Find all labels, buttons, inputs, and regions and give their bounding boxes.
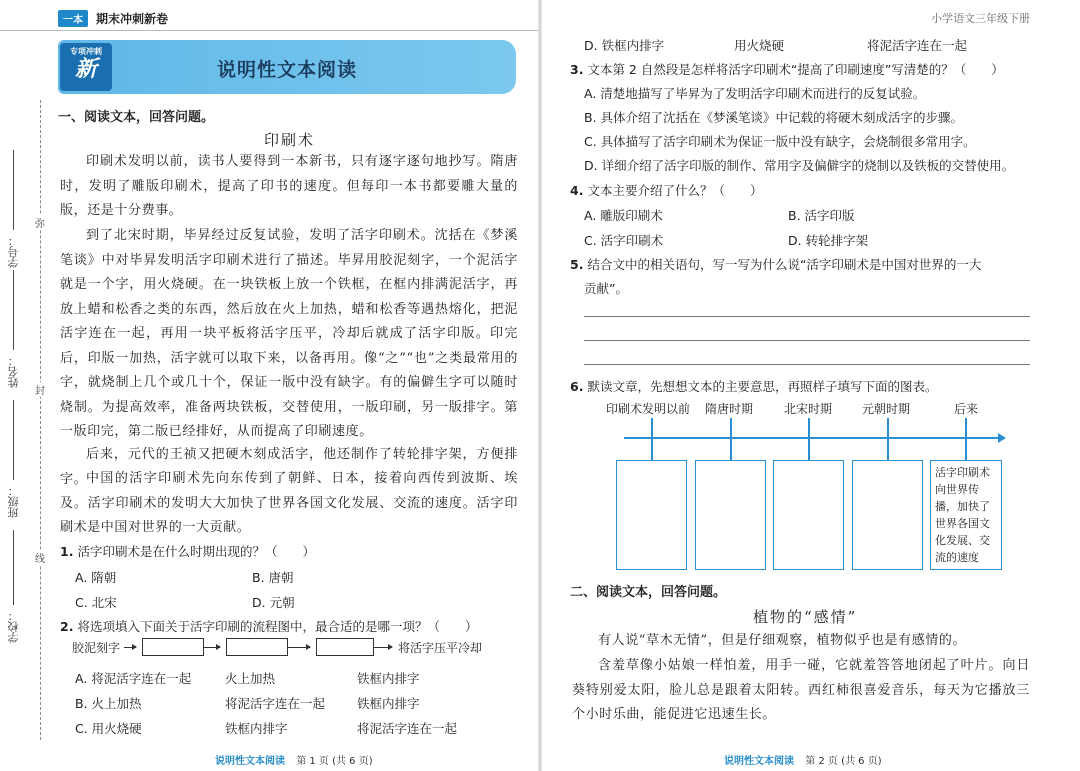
question-1-text: 活字印刷术是在什么时期出现的？（ ） bbox=[77, 544, 315, 559]
seal-char-3: 线 bbox=[35, 550, 45, 565]
article-2-para-2: 含羞草像小姑娘一样怕羞，用手一碰，它就羞答答地闭起了叶片。向日葵特别爱太阳，脸儿总是跟着太阳转。西红柿很喜爱音乐，每天为它播放三个小时乐曲，能促进它迅速生长。 bbox=[572, 658, 1030, 722]
question-5-text-1: 结合文中的相关语句，写一写为什么说“活字印刷术是中国对世界的一大 bbox=[587, 257, 982, 272]
left-page-number: 第 1 页 (共 6 页) bbox=[296, 756, 373, 767]
flow-end: 将活字压平冷却 bbox=[398, 640, 483, 655]
question-4-text: 文本主要介绍了什么？（ ） bbox=[587, 183, 763, 198]
question-3-number: 3. bbox=[570, 62, 584, 77]
q2-option-a-step-3: 铁框内排字 bbox=[357, 671, 420, 686]
question-6-text: 默读文章，先想想文本的主要意思，再照样子填写下面的图表。 bbox=[587, 379, 938, 394]
q2-option-d-step-3: 将泥活字连在一起 bbox=[867, 38, 968, 53]
q2-option-c-step-2: 铁框内排字 bbox=[225, 721, 288, 736]
name-label: 姓名： bbox=[7, 355, 20, 388]
q4-option-c[interactable]: C. 活字印刷术 bbox=[584, 233, 664, 248]
question-2-number: 2. bbox=[60, 619, 74, 634]
flow-blank-3[interactable] bbox=[316, 638, 374, 656]
question-3-text: 文本第 2 自然段是怎样将活字印刷术“提高了印刷速度”写清楚的？（ ） bbox=[587, 62, 1004, 77]
brand-tag: 一本 bbox=[58, 10, 88, 27]
number-line bbox=[13, 150, 14, 230]
section-1-heading: 一、阅读文本，回答问题。 bbox=[58, 110, 215, 125]
flow-arrow bbox=[288, 647, 310, 648]
q2-option-b-step-2: 将泥活字连在一起 bbox=[225, 696, 326, 711]
q2-option-d-step-2: 用火烧硬 bbox=[734, 38, 785, 53]
article-1-para-3: 后来，元代的王祯又把硬木刻成活字，他还制作了转轮排字架，方便排字。 bbox=[60, 447, 518, 487]
question-5-number: 5. bbox=[570, 257, 584, 272]
class-line bbox=[13, 400, 14, 480]
number-label: 学号： bbox=[7, 235, 20, 268]
question-3 bbox=[570, 60, 1004, 78]
timeline-label-4: 元朝时期 bbox=[862, 402, 911, 416]
q4-option-b[interactable]: B. 活字印版 bbox=[788, 208, 855, 223]
timeline-example-box: 活字印刷术向世界传播，加快了世界各国文化发展、交流的速度 bbox=[930, 460, 1002, 570]
series-title: 期末冲刺新卷 bbox=[96, 12, 169, 26]
question-2-text: 将选项填入下面关于活字印刷的流程图中，最合适的是哪一项？（ ） bbox=[77, 619, 478, 634]
flow-blank-2[interactable] bbox=[226, 638, 288, 656]
section-banner bbox=[58, 40, 516, 94]
timeline-axis bbox=[624, 437, 1000, 439]
timeline-blank-4[interactable] bbox=[852, 460, 923, 570]
timeline-blank-3[interactable] bbox=[773, 460, 844, 570]
q4-option-d[interactable]: D. 转轮排字架 bbox=[788, 233, 869, 248]
flow-blank-1[interactable] bbox=[142, 638, 204, 656]
question-6-number: 6. bbox=[570, 379, 584, 394]
q1-option-c[interactable]: C. 北宋 bbox=[75, 595, 117, 610]
right-footer-label: 说明性文本阅读 bbox=[724, 756, 794, 767]
flow-arrow bbox=[204, 647, 220, 648]
top-bar bbox=[58, 10, 168, 27]
question-5-text-2: 贡献”。 bbox=[584, 281, 628, 296]
q2-option-a[interactable]: A. 将泥活字连在一起 bbox=[75, 671, 192, 686]
right-footer bbox=[724, 752, 882, 767]
article-1-para-4: 中国的活字印刷术先向东传到了朝鲜、日本，接着向西传到波斯、埃及。活字印刷术的发明大大加快了世界各国文化发展、交流的速度。活字印刷术是中国对世界的一大贡献。 bbox=[60, 471, 518, 535]
question-1-number: 1. bbox=[60, 544, 74, 559]
name-line bbox=[13, 270, 14, 350]
answer-line-2[interactable] bbox=[584, 340, 1030, 341]
q4-option-a[interactable]: A. 雕版印刷术 bbox=[584, 208, 663, 223]
timeline-tick bbox=[808, 418, 810, 460]
answer-line-1[interactable] bbox=[584, 316, 1030, 317]
question-4 bbox=[570, 181, 762, 199]
question-1 bbox=[60, 542, 315, 560]
badge-character: 新 bbox=[74, 57, 97, 82]
timeline-tick bbox=[887, 418, 889, 460]
article-2-title: 植物的“感情” bbox=[753, 608, 858, 626]
section-2-heading: 二、阅读文本，回答问题。 bbox=[570, 585, 727, 600]
timeline-blank-2[interactable] bbox=[695, 460, 766, 570]
question-5 bbox=[570, 255, 981, 273]
article-2-para-1: 有人说“草木无情”，但是仔细观察，植物似乎也是有感情的。 bbox=[598, 633, 967, 648]
left-footer-label: 说明性文本阅读 bbox=[215, 756, 285, 767]
book-title: 小学语文三年级下册 bbox=[931, 12, 1030, 25]
seal-char-1: 弥 bbox=[35, 215, 45, 230]
question-6 bbox=[570, 377, 937, 395]
class-label: 班级： bbox=[7, 485, 20, 518]
q1-option-d[interactable]: D. 元朝 bbox=[252, 595, 295, 610]
seal-char-2: 封 bbox=[35, 382, 45, 397]
flow-arrow bbox=[374, 647, 392, 648]
article-1-title: 印刷术 bbox=[264, 131, 316, 149]
article-1-para-2: 到了北宋时期，毕昇经过反复试验，发明了活字印刷术。沈括在《梦溪笔谈》中对毕昇发明活字印刷术进行了描述。毕昇用胶泥刻字，一个泥活字就是一个字，用火烧硬。在一块铁板上放一个铁框，在框内排满泥活字，再放上蜡和松香之类的东西，然后放在火上加热，蜡和松香等遇热熔化，把泥活字连在一起，再用一块平板将活字压平，冷却后就成了活字印版。印完后，印版一加热，活字就可以取下来，以备再用。像“之”“也”之类最常用的字，就烧制上几个或几十个，保证一版中没有缺字。有的偏僻生字可以随时烧制。为提高效率，准备两块铁板，交替使用，一版印刷，另一版排字。第一版印完，第二版已经排好，从而提高了印刷速度。 bbox=[60, 228, 518, 439]
flow-start: 胶泥刻字 bbox=[72, 640, 121, 655]
timeline-tick bbox=[965, 418, 967, 460]
q2-option-d[interactable]: D. 铁框内排字 bbox=[584, 38, 665, 53]
answer-line-3[interactable] bbox=[584, 364, 1030, 365]
school-line bbox=[13, 530, 14, 605]
question-4-number: 4. bbox=[570, 183, 584, 198]
timeline-label-1: 印刷术发明以前 bbox=[606, 402, 691, 416]
badge-caption: 专项冲刺 bbox=[70, 47, 102, 56]
q2-option-c[interactable]: C. 用火烧硬 bbox=[75, 721, 142, 736]
question-2 bbox=[60, 617, 477, 635]
q2-option-c-step-3: 将泥活字连在一起 bbox=[357, 721, 458, 736]
q3-option-d[interactable]: D. 详细介绍了活字印版的制作、常用字及偏僻字的烧制以及铁板的交替使用。 bbox=[584, 158, 1015, 173]
timeline-tick bbox=[651, 418, 653, 460]
flow-arrow bbox=[124, 647, 136, 648]
q1-option-b[interactable]: B. 唐朝 bbox=[252, 570, 294, 585]
timeline-tick bbox=[730, 418, 732, 460]
timeline-label-5: 后来 bbox=[954, 402, 979, 416]
q2-option-b[interactable]: B. 火上加热 bbox=[75, 696, 142, 711]
article-1-para-1: 印刷术发明以前，读书人要得到一本新书，只有逐字逐句地抄写。隋唐时，发明了雕版印刷术，提高了印书的速度。但每印一本书都要雕大量的版，还是十分费事。 bbox=[60, 154, 518, 218]
binding-margin bbox=[0, 0, 52, 771]
q3-option-b[interactable]: B. 具体介绍了沈括在《梦溪笔谈》中记载的将硬木刻成活字的步骤。 bbox=[584, 110, 964, 125]
q2-option-a-step-2: 火上加热 bbox=[225, 671, 276, 686]
header-divider bbox=[0, 30, 540, 31]
timeline-label-3: 北宋时期 bbox=[784, 402, 833, 416]
process-flowchart bbox=[72, 636, 482, 658]
left-footer bbox=[215, 752, 373, 767]
q2-option-b-step-3: 铁框内排字 bbox=[357, 696, 420, 711]
timeline-arrowhead bbox=[998, 433, 1006, 443]
seal-dashed-line bbox=[40, 100, 41, 740]
page-title: 说明性文本阅读 bbox=[216, 59, 357, 81]
timeline-label-2: 隋唐时期 bbox=[705, 402, 754, 416]
school-label: 学校： bbox=[7, 610, 20, 643]
right-page-number: 第 2 页 (共 6 页) bbox=[805, 756, 882, 767]
q3-option-a[interactable]: A. 清楚地描写了毕昇为了发明活字印刷术而进行的反复试验。 bbox=[584, 86, 926, 101]
q1-option-a[interactable]: A. 隋朝 bbox=[75, 570, 117, 585]
q3-option-c[interactable]: C. 具体描写了活字印刷术为保证一版中没有缺字，会烧制很多常用字。 bbox=[584, 134, 976, 149]
timeline-blank-1[interactable] bbox=[616, 460, 687, 570]
